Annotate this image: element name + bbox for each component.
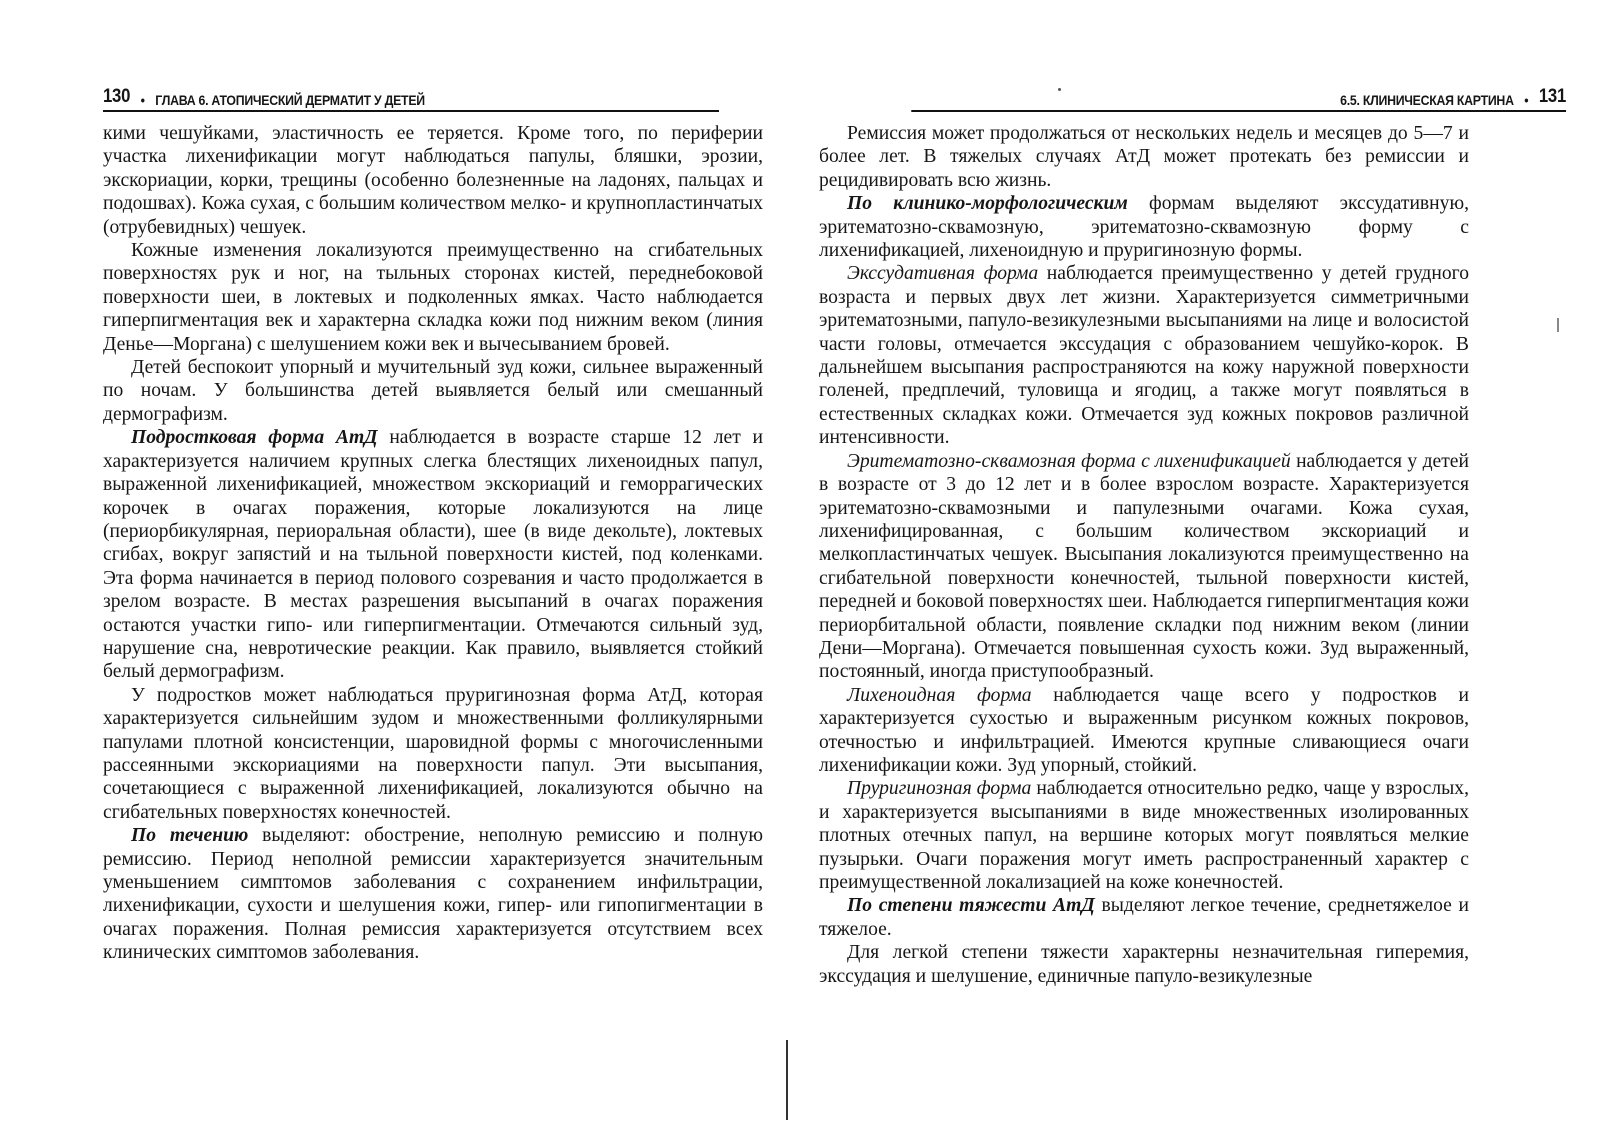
page-number: 130	[103, 86, 131, 107]
running-header-left	[103, 82, 719, 112]
paragraph: Для легкой степени тяжести характерны незначительная гиперемия, экссудация и шелушение, единичные папуло-везикулезные	[819, 942, 1469, 987]
paragraph: кими чешуйками, эластичность ее теряется. Кроме того, по периферии участка лихенификации могут наблюдаться папулы, бляшки, эрозии, экскориации, корки, трещины (особенно болезненные на ладонях, пальцах и подошвах). Кожа сухая, с большим количеством мелко- и крупнопластинчатых (отрубевидных) чешуек.	[103, 123, 763, 238]
header-bullet: •	[140, 92, 145, 108]
paragraph: По степени тяжести АтД выделяют легкое течение, среднетяжелое и тяжелое.	[819, 895, 1469, 940]
chapter-title: 6.5. КЛИНИЧЕСКАЯ КАРТИНА	[1340, 92, 1514, 108]
text-column-left	[103, 122, 763, 965]
term-italic: Лихеноидная форма	[847, 684, 1032, 706]
paragraph: Эритематозно-сквамозная форма с лихенификацией наблюдается у детей в возрасте от 3 до 12 лет и в более взрослом возрасте. Характеризуется эритематозно-сквамозными и папулезными очагами. Кожа сухая, лихенифицированная, с большим количеством экскориаций и мелкопластинчатых чешуек. Высыпания локализуются преимущественно на сгибательной поверхности конечностей, тыльной поверхности кистей, передней и боковой поверхностях шеи. Наблюдается гиперпигментация кожи периорбитальной области, появление складки под нижним веком (линии Дени—Моргана). Отмечается повышенная сухость кожи. Зуд выраженный, постоянный, иногда приступообразный.	[819, 450, 1469, 683]
paragraph: Экссудативная форма наблюдается преимущественно у детей грудного возраста и первых двух лет жизни. Характеризуется симметричными эритематозными, папуло-везикулезными высыпаниями на лице и волосистой части головы, отмечается экссудация с образованием чешуйко-корок. В дальнейшем высыпания распространяются на кожу наружной поверхности голеней, предплечий, туловища и ягодиц, а также могут появляться в естественных складках кожи. Отмечается зуд кожных покровов различной интенсивности.	[819, 263, 1469, 449]
term-lead: По клинико-морфологическим	[847, 193, 1128, 215]
paragraph: По клинико-морфологическим формам выделяют экссудативную, эритематозно-сквамозную, эритематозно-сквамозную форму с лихенификацией, лихеноидную и пруригинозную формы.	[819, 193, 1470, 262]
chapter-title: ГЛАВА 6. АТОПИЧЕСКИЙ ДЕРМАТИТ У ДЕТЕЙ	[155, 92, 425, 108]
page-number: 131	[1538, 86, 1566, 107]
term-lead: Подростковая форма АтД	[131, 427, 378, 449]
text-column-right	[819, 122, 1469, 988]
paragraph: Ремиссия может продолжаться от нескольких недель и месяцев до 5—7 и более лет. В тяжелых случаях АтД может протекать без ремиссии и рецидивировать всю жизнь.	[819, 123, 1469, 191]
paragraph: Кожные изменения локализуются преимущественно на сгибательных поверхностях рук и ног, на тыльных сторонах кистей, переднебоковой поверхности шеи, в локтевых и подколенных ямках. Часто наблюдается гиперпигментация век и характерна складка кожи под нижним веком (линия Денье—Моргана) с шелушением кожи век и вычесыванием бровей.	[103, 240, 763, 355]
paragraph: Детей беспокоит упорный и мучительный зуд кожи, сильнее выраженный по ночам. У большинства детей выявляется белый или смешанный дермографизм.	[103, 357, 763, 425]
header-bullet: •	[1524, 92, 1529, 108]
paragraph: Подростковая форма АтД наблюдается в возрасте старше 12 лет и характеризуется наличием крупных слегка блестящих лихеноидных папул, выраженной лихенификацией, множеством экскориаций и геморрагических корочек в очагах поражения, которые локализуются на лице (периорбикулярная, периоральная области), шее (в виде декольте), локтевых сгибах, вокруг запястий и на тыльной поверхности кистей, под коленками. Эта форма начинается в период полового созревания и часто продолжается в зрелом возрасте. В местах разрешения высыпаний в очагах поражения остаются участки гипо- или гиперпигментации. Отмечаются сильный зуд, нарушение сна, невротические реакции. Как правило, выявляется стойкий белый дермографизм.	[103, 427, 763, 683]
running-header-right	[911, 82, 1566, 112]
term-lead: По течению	[131, 825, 249, 847]
term-italic: Пруригинозная форма	[847, 778, 1032, 800]
right-page	[800, 0, 1601, 1146]
paragraph: Лихеноидная форма наблюдается чаще всего у подростков и характеризуется сухостью и выраженным рисунком кожных покровов, отечностью и инфильтрацией. Имеются крупные сливающиеся очаги лихенификации кожи. Зуд упорный, стойкий.	[819, 684, 1469, 776]
left-page	[0, 0, 800, 1146]
paragraph: По течению выделяют: обострение, неполную ремиссию и полную ремиссию. Период неполной ремиссии характеризуется значительным уменьшением симптомов заболевания с сохранением инфильтрации, лихенификации, сухости и шелушения кожи, гипер- или гипопигментации в очагах поражения. Полная ремиссия характеризуется отсутствием всех клинических симптомов заболевания.	[103, 825, 763, 964]
paragraph: Пруригинозная форма наблюдается относительно редко, чаще у взрослых, и характеризуется высыпаниями в виде множественных изолированных плотных отечных папул, на вершине которых могут появляться мелкие пузырьки. Очаги поражения могут иметь распространенный характер с преимущественной локализацией на коже конечностей.	[819, 778, 1469, 893]
paragraph: У подростков может наблюдаться пруригинозная форма АтД, которая характеризуется сильнейшим зудом и множественными фолликулярными папулами плотной консистенции, шаровидной формы с многочисленными рассеянными экскориациями на поверхности папул. Эти высыпания, сочетающиеся с выраженной лихенификацией, локализуются обычно на сгибательных поверхностях конечностей.	[103, 684, 763, 823]
gutter-line	[786, 1040, 788, 1120]
term-italic: Экссудативная форма	[847, 263, 1039, 285]
term-lead: По степени тяжести АтД	[847, 895, 1095, 917]
term-italic: Эритематозно-сквамозная форма с лихенификацией	[847, 450, 1291, 472]
